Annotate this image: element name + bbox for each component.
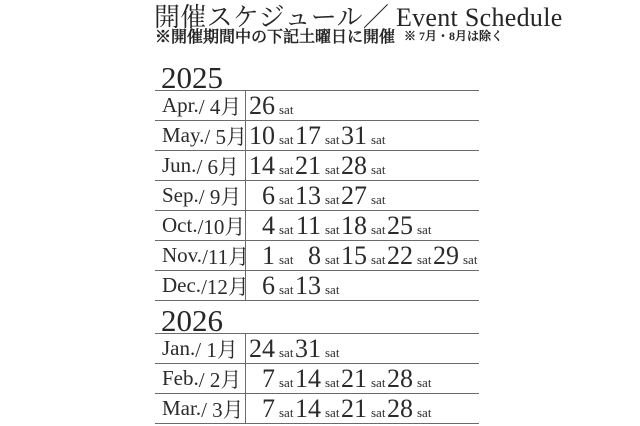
date-number: 25 bbox=[387, 210, 413, 240]
month-cell bbox=[155, 394, 246, 423]
month-jp-label: / 9月 bbox=[198, 184, 242, 209]
date-slot bbox=[294, 363, 340, 393]
date-slot bbox=[248, 240, 294, 270]
saturday-label: sat bbox=[417, 251, 432, 267]
date-slot bbox=[294, 150, 340, 180]
saturday-label: sat bbox=[371, 404, 386, 420]
saturday-label: sat bbox=[279, 281, 294, 297]
date-slot bbox=[340, 210, 386, 240]
month-abbr-label: Apr. bbox=[162, 93, 199, 117]
saturday-label: sat bbox=[325, 281, 340, 297]
saturday-label: sat bbox=[417, 374, 432, 390]
month-abbr-label: Nov. bbox=[162, 243, 203, 267]
date-slot bbox=[432, 240, 478, 270]
date-slot bbox=[248, 270, 294, 300]
date-slot bbox=[248, 180, 294, 210]
date-number: 26 bbox=[249, 90, 275, 120]
month-cell bbox=[155, 271, 249, 300]
date-number: 28 bbox=[387, 363, 413, 393]
month-cell bbox=[155, 211, 246, 240]
date-slot bbox=[248, 333, 294, 363]
saturday-label: sat bbox=[417, 221, 432, 237]
saturday-label: sat bbox=[371, 374, 386, 390]
date-number: 7 bbox=[262, 393, 275, 423]
date-slot bbox=[294, 180, 340, 210]
month-jp-label: /10月 bbox=[197, 214, 246, 239]
saturday-label: sat bbox=[417, 404, 432, 420]
date-number: 15 bbox=[341, 240, 367, 270]
date-slot bbox=[386, 240, 432, 270]
date-slot bbox=[294, 333, 340, 363]
month-abbr-label: Feb. bbox=[162, 366, 199, 390]
date-number: 8 bbox=[308, 240, 321, 270]
dates-cell bbox=[246, 180, 479, 210]
month-abbr-label: May. bbox=[162, 123, 205, 147]
date-slot bbox=[386, 210, 432, 240]
date-number: 22 bbox=[387, 240, 413, 270]
date-number: 21 bbox=[295, 150, 321, 180]
month-cell bbox=[155, 334, 246, 363]
date-slot bbox=[386, 363, 432, 393]
date-slot bbox=[340, 120, 386, 150]
saturday-label: sat bbox=[371, 131, 386, 147]
date-number: 14 bbox=[249, 150, 275, 180]
date-slot bbox=[248, 210, 294, 240]
saturday-label: sat bbox=[325, 161, 340, 177]
year-heading-2025: 2025 bbox=[161, 60, 223, 95]
saturday-label: sat bbox=[371, 191, 386, 207]
schedule-table-2026 bbox=[155, 333, 479, 424]
schedule-row bbox=[155, 120, 479, 150]
dates-cell bbox=[246, 150, 479, 180]
month-abbr-label: Jan. bbox=[162, 336, 196, 360]
month-cell bbox=[155, 241, 250, 270]
date-slot bbox=[294, 240, 340, 270]
saturday-label: sat bbox=[325, 344, 340, 360]
month-abbr-label: Oct. bbox=[162, 213, 198, 237]
date-number: 29 bbox=[433, 240, 459, 270]
page-subtitle bbox=[155, 29, 503, 47]
date-number: 31 bbox=[295, 333, 321, 363]
date-number: 28 bbox=[387, 393, 413, 423]
schedule-row bbox=[155, 363, 479, 393]
month-jp-label: / 4月 bbox=[198, 94, 242, 119]
month-jp-label: / 5月 bbox=[204, 124, 247, 149]
saturday-label: sat bbox=[325, 191, 340, 207]
schedule-row bbox=[155, 333, 479, 363]
schedule-row bbox=[155, 393, 479, 423]
dates-cell bbox=[246, 120, 479, 150]
month-cell bbox=[155, 364, 246, 393]
date-number: 14 bbox=[295, 363, 321, 393]
date-number: 27 bbox=[341, 180, 367, 210]
date-number: 14 bbox=[295, 393, 321, 423]
date-slot bbox=[294, 270, 340, 300]
subtitle-exclusion-note: ※ 7月・8月は除く bbox=[404, 29, 504, 43]
month-jp-label: / 6月 bbox=[196, 154, 240, 179]
dates-cell bbox=[246, 240, 479, 270]
date-slot bbox=[386, 393, 432, 423]
date-slot bbox=[294, 210, 340, 240]
month-cell bbox=[155, 91, 246, 120]
saturday-label: sat bbox=[325, 251, 340, 267]
date-slot bbox=[248, 393, 294, 423]
date-slot bbox=[248, 150, 294, 180]
saturday-label: sat bbox=[371, 251, 386, 267]
date-number: 31 bbox=[341, 120, 367, 150]
date-number: 13 bbox=[295, 180, 321, 210]
dates-cell bbox=[246, 393, 479, 423]
schedule-row bbox=[155, 180, 479, 210]
date-number: 21 bbox=[341, 363, 367, 393]
subtitle-text: ※開催期間中の下記土曜日に開催 bbox=[155, 29, 396, 46]
saturday-label: sat bbox=[325, 131, 340, 147]
date-number: 11 bbox=[295, 210, 321, 240]
month-abbr-label: Mar. bbox=[162, 396, 202, 420]
date-number: 13 bbox=[295, 270, 321, 300]
date-number: 24 bbox=[249, 333, 275, 363]
saturday-label: sat bbox=[371, 221, 386, 237]
date-number: 28 bbox=[341, 150, 367, 180]
month-abbr-label: Dec. bbox=[162, 273, 202, 297]
date-number: 18 bbox=[341, 210, 367, 240]
date-slot bbox=[294, 393, 340, 423]
dates-cell bbox=[246, 210, 479, 240]
date-number: 21 bbox=[341, 393, 367, 423]
schedule-row bbox=[155, 150, 479, 180]
date-number: 10 bbox=[249, 120, 275, 150]
schedule-row bbox=[155, 210, 479, 240]
date-slot bbox=[340, 240, 386, 270]
saturday-label: sat bbox=[279, 404, 294, 420]
dates-cell bbox=[246, 333, 479, 363]
date-number: 4 bbox=[262, 210, 275, 240]
saturday-label: sat bbox=[279, 101, 294, 117]
month-cell bbox=[155, 151, 246, 180]
dates-cell bbox=[246, 270, 479, 300]
schedule-row bbox=[155, 240, 479, 270]
date-slot bbox=[340, 180, 386, 210]
date-slot bbox=[340, 363, 386, 393]
month-jp-label: / 1月 bbox=[195, 337, 238, 362]
saturday-label: sat bbox=[279, 191, 294, 207]
saturday-label: sat bbox=[279, 221, 294, 237]
month-abbr-label: Sep. bbox=[162, 183, 199, 207]
month-jp-label: /12月 bbox=[201, 274, 249, 299]
month-jp-label: /11月 bbox=[202, 244, 250, 269]
date-slot bbox=[248, 90, 294, 120]
saturday-label: sat bbox=[279, 344, 294, 360]
saturday-label: sat bbox=[279, 251, 294, 267]
date-slot bbox=[248, 363, 294, 393]
schedule-table-2025 bbox=[155, 90, 479, 301]
date-number: 1 bbox=[262, 240, 275, 270]
saturday-label: sat bbox=[279, 161, 294, 177]
page-title: 開催スケジュール／ Event Schedule bbox=[154, 3, 563, 32]
date-slot bbox=[340, 150, 386, 180]
month-cell bbox=[155, 121, 246, 150]
year-heading-2026: 2026 bbox=[161, 303, 223, 338]
saturday-label: sat bbox=[325, 374, 340, 390]
saturday-label: sat bbox=[279, 374, 294, 390]
saturday-label: sat bbox=[325, 221, 340, 237]
dates-cell bbox=[246, 363, 479, 393]
saturday-label: sat bbox=[325, 404, 340, 420]
date-number: 6 bbox=[262, 180, 275, 210]
month-abbr-label: Jun. bbox=[162, 153, 197, 177]
date-number: 7 bbox=[262, 363, 275, 393]
dates-cell bbox=[246, 90, 479, 120]
date-slot bbox=[248, 120, 294, 150]
date-slot bbox=[340, 393, 386, 423]
date-number: 17 bbox=[295, 120, 321, 150]
month-jp-label: / 3月 bbox=[201, 397, 244, 422]
saturday-label: sat bbox=[463, 251, 478, 267]
date-number: 6 bbox=[262, 270, 275, 300]
saturday-label: sat bbox=[279, 131, 294, 147]
month-jp-label: / 2月 bbox=[198, 367, 242, 392]
date-slot bbox=[294, 120, 340, 150]
saturday-label: sat bbox=[371, 161, 386, 177]
month-cell bbox=[155, 181, 246, 210]
schedule-row bbox=[155, 270, 479, 300]
schedule-row bbox=[155, 90, 479, 120]
